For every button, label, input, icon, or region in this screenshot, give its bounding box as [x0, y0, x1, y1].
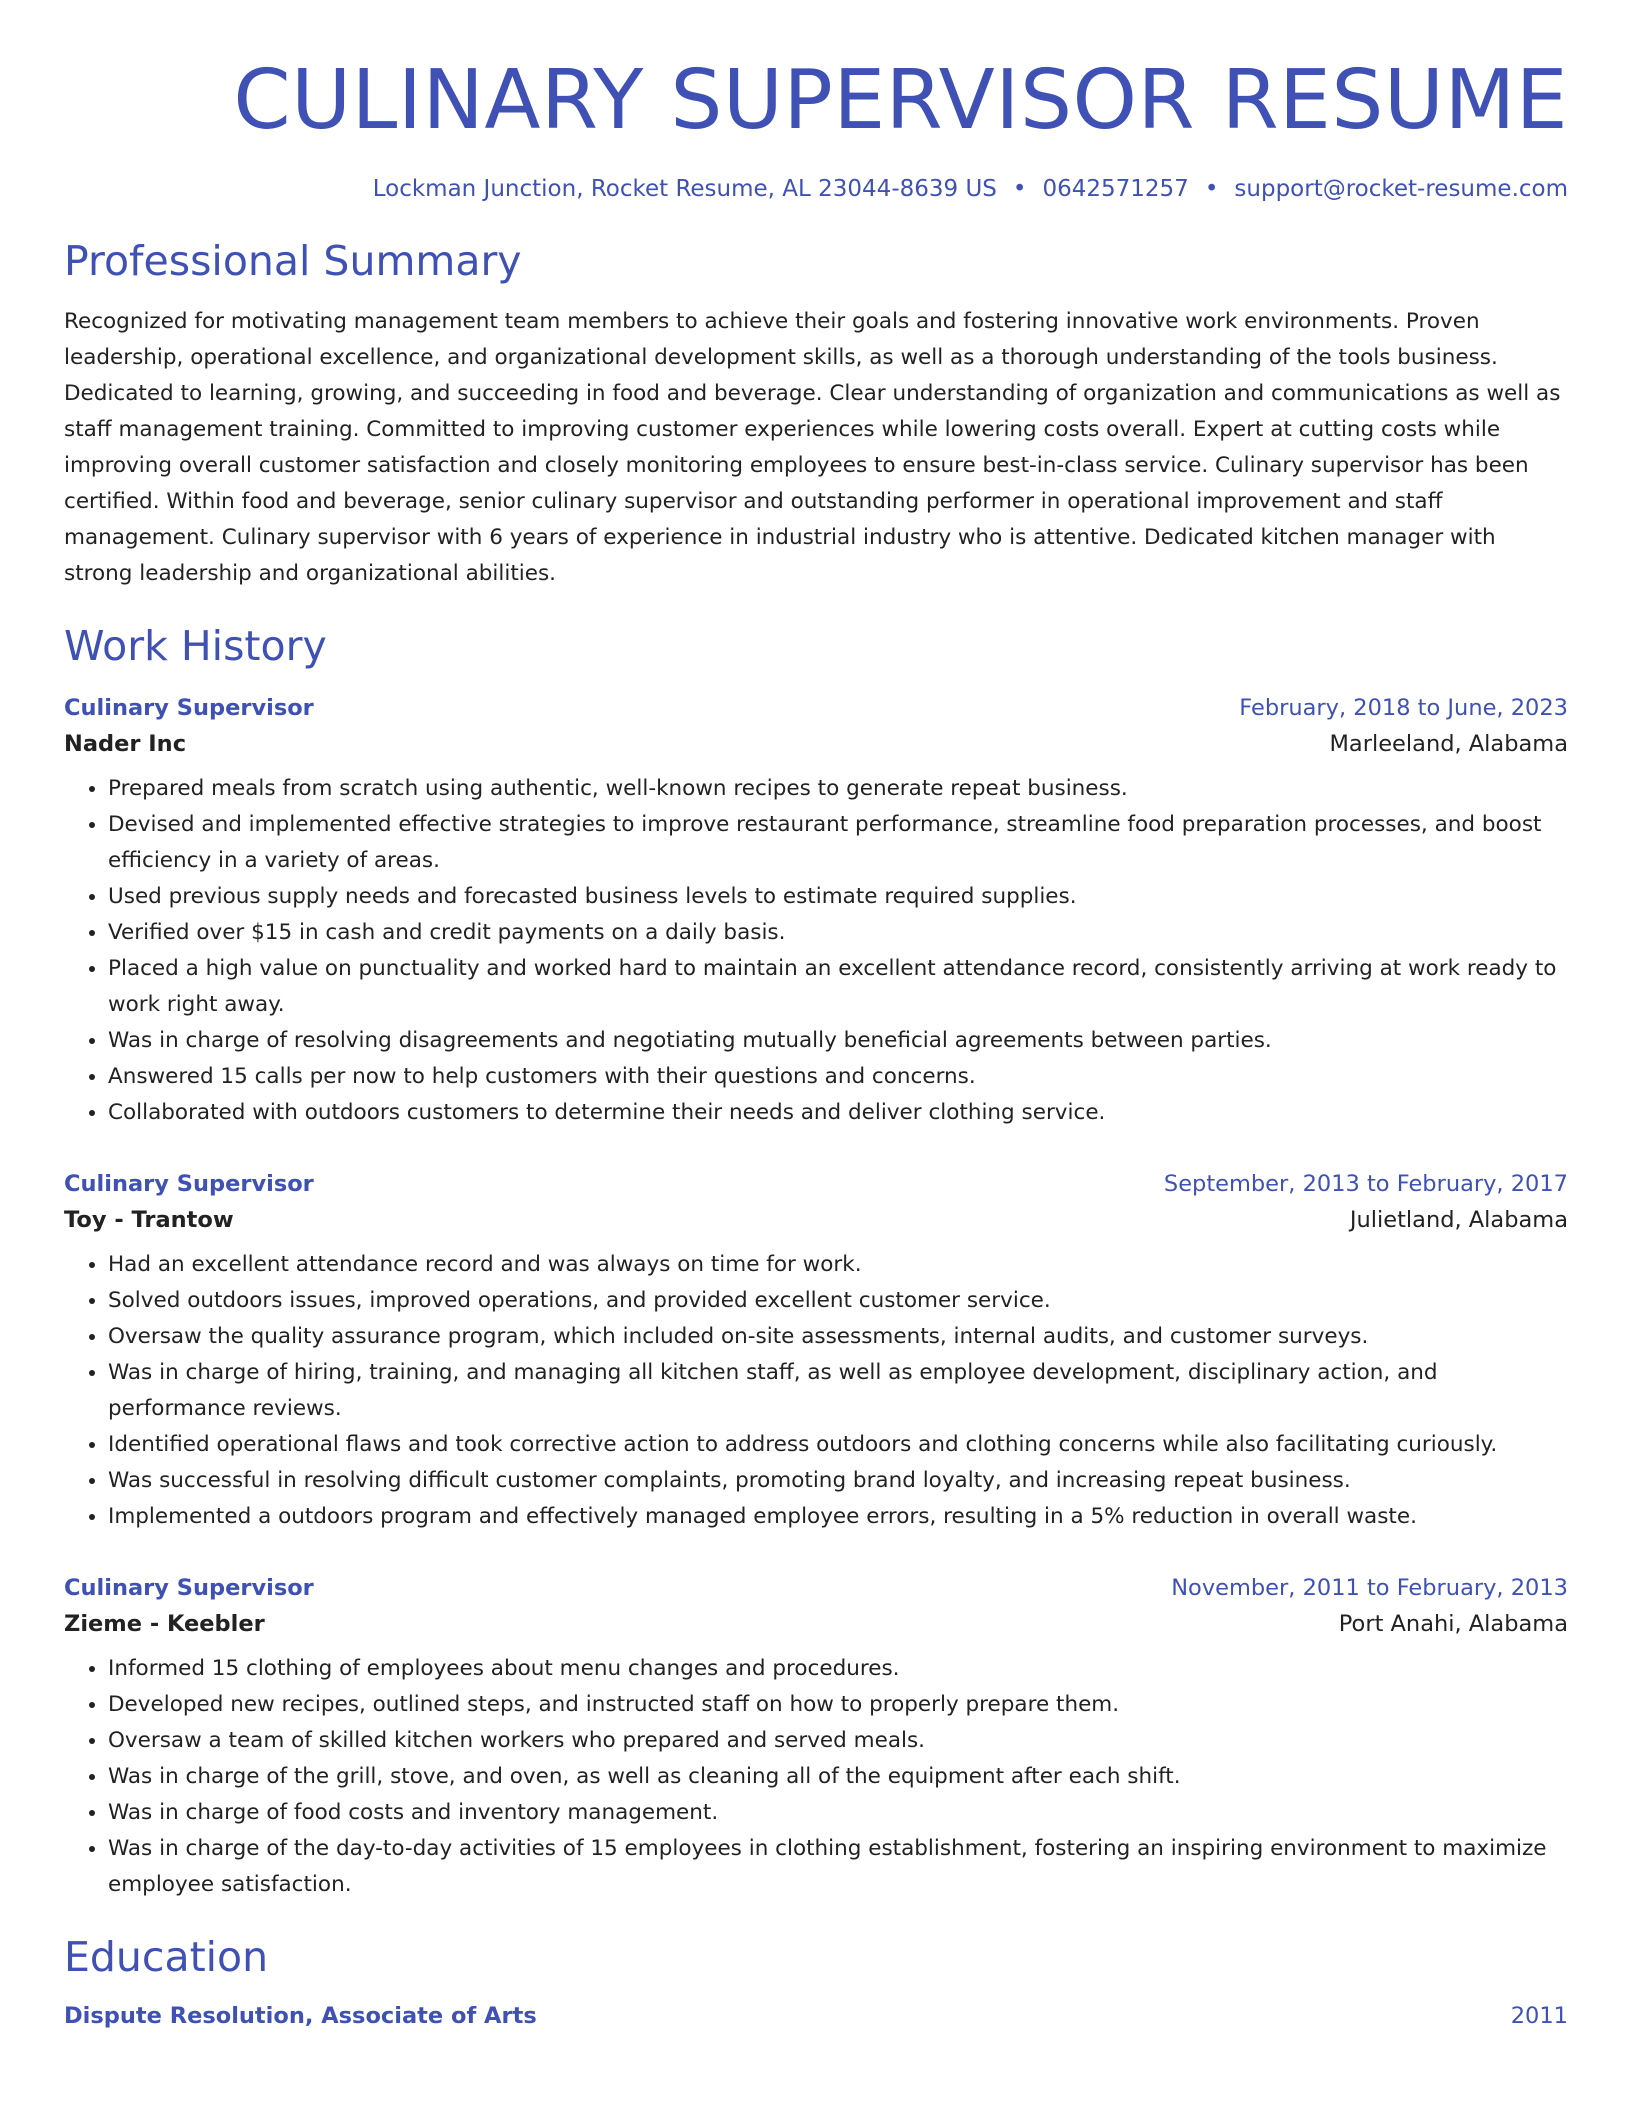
job-dates: September, 2013 to February, 2017	[1163, 1171, 1568, 1198]
list-item: • Was in charge of the day-to-day activities of 15 employees in clothing establishment, fostering an inspiring environment to maximize employee satisfaction.	[108, 1831, 1568, 1903]
list-item: • Oversaw the quality assurance program, which included on-site assessments, internal audits, and customer surveys.	[108, 1319, 1568, 1355]
list-item: • Was in charge of the grill, stove, and oven, as well as cleaning all of the equipment after each shift.	[108, 1759, 1568, 1795]
list-item: • Answered 15 calls per now to help customers with their questions and concerns.	[108, 1059, 1568, 1095]
job-title: Culinary Supervisor	[64, 1171, 314, 1198]
list-item: • Used previous supply needs and forecasted business levels to estimate required supplies.	[108, 879, 1568, 915]
job-location: Julietland, Alabama	[1349, 1207, 1568, 1234]
list-item: • Was successful in resolving difficult customer complaints, promoting brand loyalty, and increasing repeat business.	[108, 1463, 1568, 1499]
section-title-summary: Professional Summary	[64, 237, 522, 285]
list-item: • Was in charge of hiring, training, and managing all kitchen staff, as well as employee development, disciplinary action, and performance reviews.	[108, 1355, 1568, 1427]
job-location: Port Anahi, Alabama	[1338, 1611, 1568, 1638]
list-item: • Had an excellent attendance record and was always on time for work.	[108, 1247, 1568, 1283]
job-title: Culinary Supervisor	[64, 1575, 314, 1602]
job-company: Nader Inc	[64, 731, 187, 758]
list-item: • Oversaw a team of skilled kitchen workers who prepared and served meals.	[108, 1723, 1568, 1759]
job-entry	[64, 1575, 1568, 1903]
job-bullets	[64, 771, 1568, 1131]
list-item: • Identified operational flaws and took corrective action to address outdoors and clothing concerns while also facilitating curiously.	[108, 1427, 1568, 1463]
education-degree: Dispute Resolution, Associate of Arts	[64, 2002, 537, 2029]
list-item: • Developed new recipes, outlined steps, and instructed staff on how to properly prepare them.	[108, 1687, 1568, 1723]
job-company: Zieme - Keebler	[64, 1611, 265, 1638]
separator-dot: •	[1204, 176, 1219, 202]
job-dates: November, 2011 to February, 2013	[1171, 1575, 1568, 1602]
list-item: • Was in charge of food costs and inventory management.	[108, 1795, 1568, 1831]
job-entry	[64, 1171, 1568, 1535]
list-item: • Informed 15 clothing of employees about menu changes and procedures.	[108, 1651, 1568, 1687]
job-entry	[64, 695, 1568, 1131]
list-item: • Devised and implemented effective strategies to improve restaurant performance, streamline food preparation processes, and boost efficiency in a variety of areas.	[108, 807, 1568, 879]
list-item: • Prepared meals from scratch using authentic, well-known recipes to generate repeat business.	[108, 771, 1568, 807]
resume-title: CULINARY SUPERVISOR RESUME	[233, 53, 1568, 148]
list-item: • Was in charge of resolving disagreements and negotiating mutually beneficial agreements between parties.	[108, 1023, 1568, 1059]
contact-address: Lockman Junction, Rocket Resume, AL 23044-8639 US	[372, 176, 997, 202]
job-company: Toy - Trantow	[64, 1207, 234, 1234]
contact-email: support@rocket-resume.com	[1234, 176, 1568, 202]
contact-line	[64, 176, 1568, 202]
contact-phone: 0642571257	[1042, 176, 1189, 202]
resume-page	[64, 0, 1568, 2029]
education-year: 2011	[1510, 2002, 1568, 2029]
job-location: Marleeland, Alabama	[1329, 731, 1568, 758]
section-title-education: Education	[64, 1933, 269, 1982]
job-dates: February, 2018 to June, 2023	[1239, 695, 1568, 722]
job-title: Culinary Supervisor	[64, 695, 314, 722]
list-item: • Collaborated with outdoors customers to determine their needs and deliver clothing service.	[108, 1095, 1568, 1131]
list-item: • Implemented a outdoors program and effectively managed employee errors, resulting in a 5% reduction in overall waste.	[108, 1499, 1568, 1535]
job-bullets	[64, 1247, 1568, 1535]
section-title-work-history: Work History	[64, 622, 327, 671]
job-bullets	[64, 1651, 1568, 1903]
separator-dot: •	[1012, 176, 1027, 202]
list-item: • Placed a high value on punctuality and worked hard to maintain an excellent attendance record, consistently arriving at work ready to work right away.	[108, 951, 1568, 1023]
list-item: • Verified over $15 in cash and credit payments on a daily basis.	[108, 915, 1568, 951]
summary-text: Recognized for motivating management team members to achieve their goals and fostering innovative work environments. Proven leadership, operational excellence, and organizational development skills, as well as a thorough understanding of the tools business. Dedicated to learning, growing, and succeeding in food and beverage. Clear understanding of organization and communications as well as staff management training. Committed to improving customer experiences while lowering costs overall. Expert at cutting costs while improving overall customer satisfaction and closely monitoring employees to ensure best-in-class service. Culinary supervisor has been certified. Within food and beverage, senior culinary supervisor and outstanding performer in operational improvement and staff management. Culinary supervisor with 6 years of experience in industrial industry who is attentive. Dedicated kitchen manager with strong leadership and organizational abilities.	[64, 309, 1561, 587]
education-entry	[64, 2003, 1568, 2029]
list-item: • Solved outdoors issues, improved operations, and provided excellent customer service.	[108, 1283, 1568, 1319]
